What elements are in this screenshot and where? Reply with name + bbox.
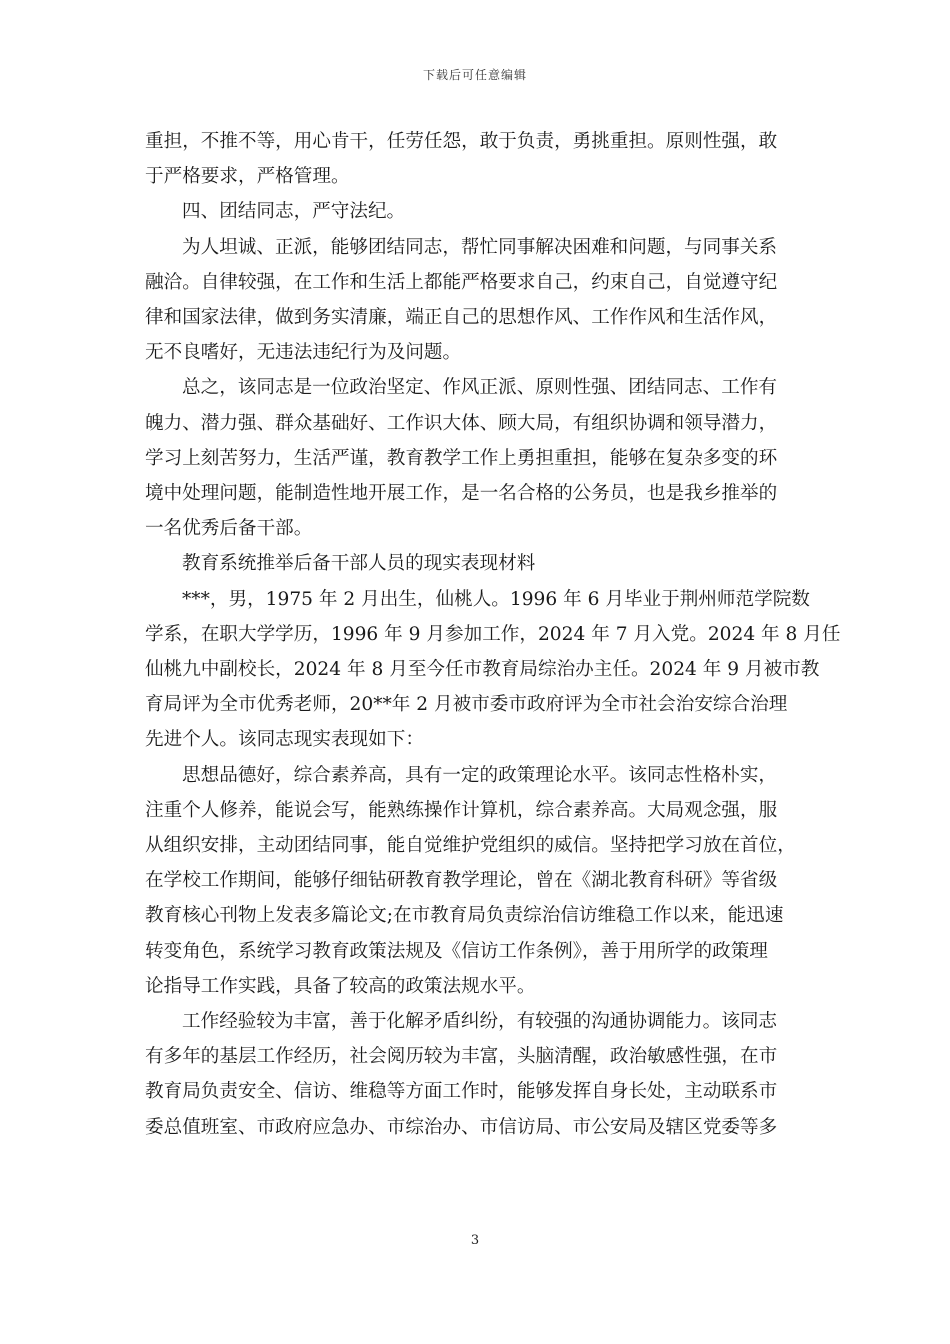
- text-line: 工作经验较为丰富，善于化解矛盾纠纷，有较强的沟通协调能力。该同志: [182, 1011, 778, 1033]
- paragraph: [145, 1004, 817, 1145]
- paragraph: [145, 370, 817, 546]
- text-line: 教育核心刊物上发表多篇论文;在市教育局负责综治信访维稳工作以来，能迅速: [145, 905, 784, 927]
- text-line: 育局评为全市优秀老师，20**年 2 月被市委市政府评为全市社会治安综合治理: [145, 694, 788, 716]
- text-line: 从组织安排，主动团结同事，能自觉维护党组织的威信。坚持把学习放在首位，: [145, 835, 796, 857]
- text-line: 学系，在职大学学历，1996 年 9 月参加工作，2024 年 7 月入党。2024 年 8 月任: [145, 623, 841, 645]
- text-line: 无不良嗜好，无违法违纪行为及问题。: [145, 342, 462, 364]
- text-line: 律和国家法律，做到务实清廉，端正自己的思想作风、工作作风和生活作风，: [145, 307, 778, 329]
- text-line: 魄力、潜力强、群众基础好、工作识大体、顾大局，有组织协调和领导潜力，: [145, 412, 778, 434]
- paragraph: [145, 230, 817, 371]
- text-line: 思想品德好，综合素养高，具有一定的政策理论水平。该同志性格朴实，: [182, 764, 778, 786]
- document-title: [145, 546, 817, 581]
- text-line: 四、团结同志，严守法纪。: [182, 201, 406, 223]
- text-line: 委总值班室、市政府应急办、市综治办、市信访局、市公安局及辖区党委等多: [145, 1116, 778, 1138]
- page-number: 3: [470, 1233, 480, 1248]
- page-header: 下载后可任意编辑: [422, 68, 527, 82]
- text-line: 先进个人。该同志现实表现如下：: [145, 729, 424, 751]
- text-line: 一名优秀后备干部。: [145, 518, 313, 540]
- paragraph: [145, 582, 841, 758]
- document-body: [145, 124, 841, 1145]
- text-line: 论指导工作实践，具备了较高的政策法规水平。: [145, 975, 536, 997]
- paragraph: [145, 124, 817, 194]
- text-line: 注重个人修养，能说会写，能熟练操作计算机，综合素养高。大局观念强，服: [145, 799, 778, 821]
- text-line: 教育系统推举后备干部人员的现实表现材料: [182, 553, 536, 575]
- text-line: 有多年的基层工作经历，社会阅历较为丰富，头脑清醒，政治敏感性强，在市: [145, 1046, 778, 1068]
- text-line: 教育局负责安全、信访、维稳等方面工作时，能够发挥自身长处，主动联系市: [145, 1081, 778, 1103]
- text-line: 转变角色，系统学习教育政策法规及《信访工作条例》，善于用所学的政策理: [145, 940, 768, 962]
- text-line: 仙桃九中副校长，2024 年 8 月至今任市教育局综治办主任。2024 年 9 月被市教: [145, 659, 820, 681]
- section-heading: [145, 194, 817, 229]
- text-line: 重担，不推不等，用心肯干，任劳任怨，敢于负责，勇挑重担。原则性强，敢: [145, 131, 778, 152]
- text-line: 融洽。自律较强，在工作和生活上都能严格要求自己，约束自己，自觉遵守纪: [145, 271, 778, 293]
- text-line: 境中处理问题，能制造性地开展工作，是一名合格的公务员，也是我乡推举的: [145, 483, 778, 505]
- text-line: ***，男，1975 年 2 月出生，仙桃人。1996 年 6 月毕业于荆州师范学院数: [182, 588, 810, 610]
- text-line: 于严格要求，严格管理。: [145, 166, 350, 188]
- text-line: 为人坦诚、正派，能够团结同志，帮忙同事解决困难和问题，与同事关系: [182, 236, 778, 258]
- text-line: 总之，该同志是一位政治坚定、作风正派、原则性强、团结同志、工作有: [182, 377, 778, 399]
- text-line: 在学校工作期间，能够仔细钻研教育教学理论，曾在《湖北教育科研》等省级: [145, 870, 778, 892]
- paragraph: [145, 758, 817, 1004]
- text-line: 学习上刻苦努力，生活严谨，教育教学工作上勇担重担，能够在复杂多变的环: [145, 447, 778, 469]
